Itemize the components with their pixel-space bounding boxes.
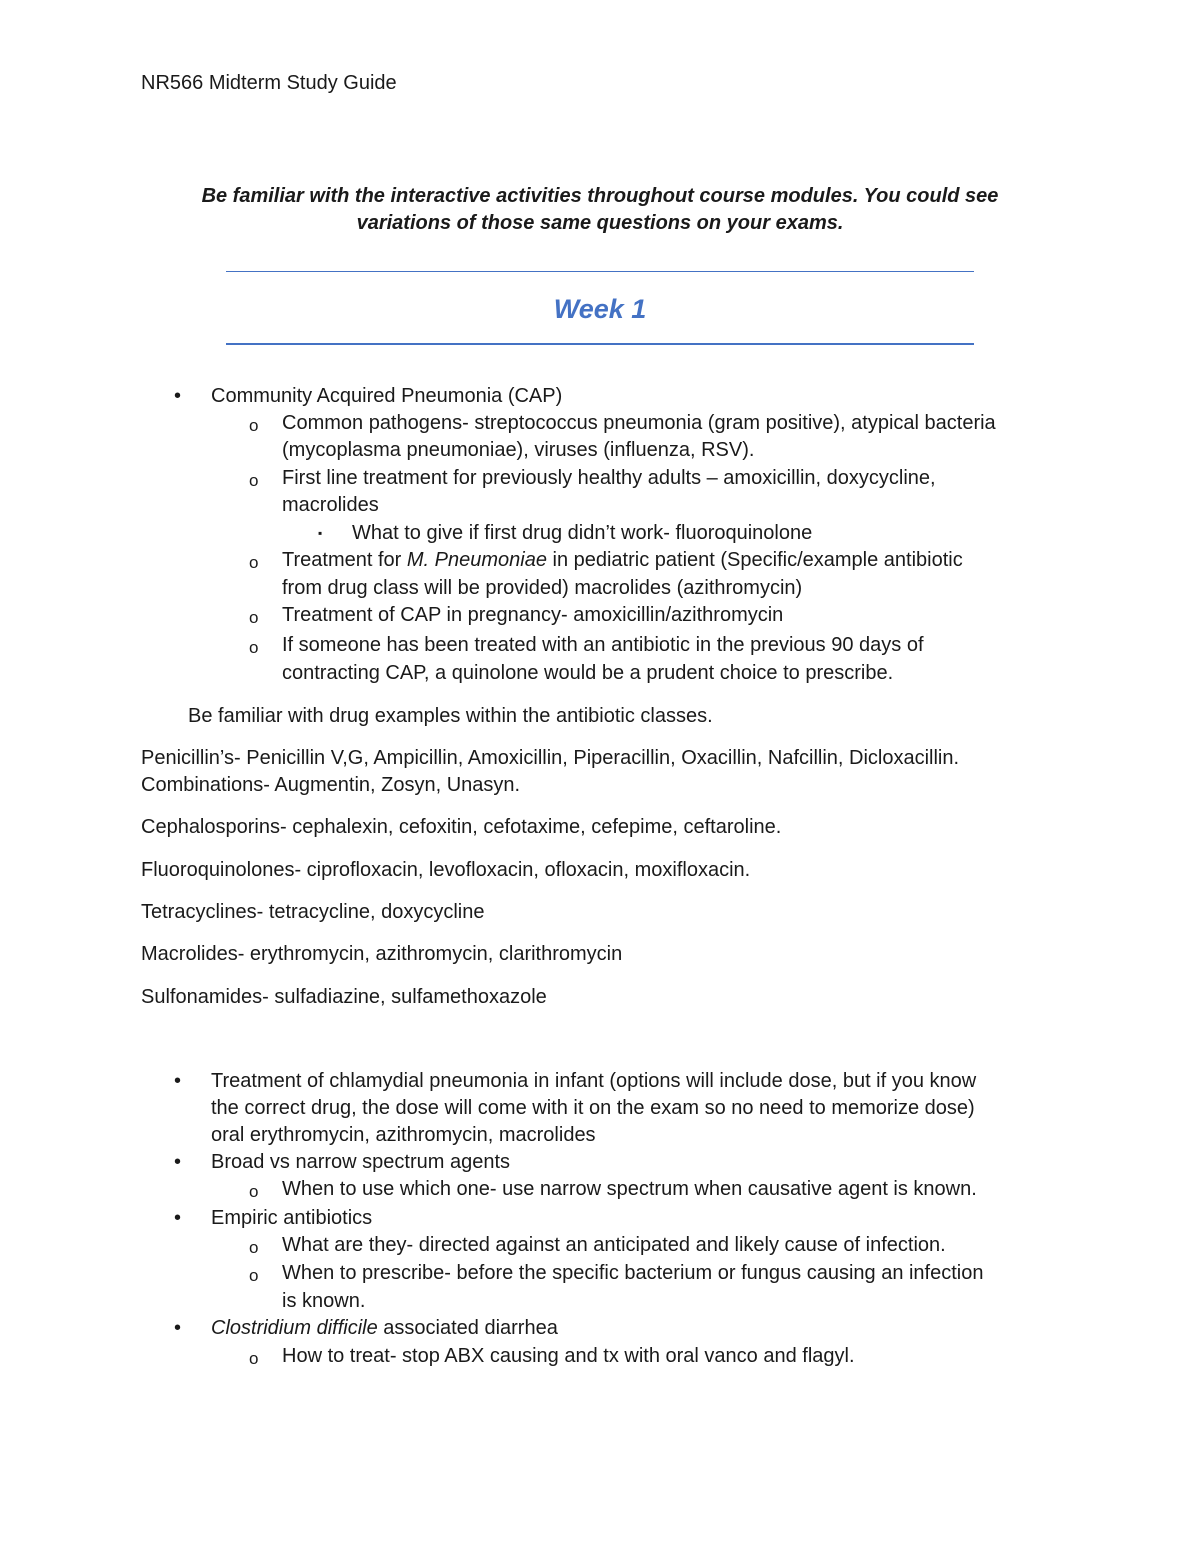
prior-abx-line-2: contracting CAP, a quinolone would be a prudent choice to prescribe. bbox=[282, 662, 894, 684]
bullet-disc-icon: • bbox=[174, 385, 182, 407]
heading-rule-top bbox=[226, 271, 974, 272]
prior-abx-line-1: If someone has been treated with an antibiotic in the previous 90 days of bbox=[282, 634, 924, 656]
cdiff-organism: Clostridium difficile bbox=[211, 1317, 378, 1339]
empiric-item: Empiric antibiotics bbox=[211, 1207, 373, 1229]
first-line-line-1: First line treatment for previously healthy adults – amoxicillin, doxycycline, bbox=[282, 467, 936, 489]
peds-prefix: Treatment for bbox=[282, 549, 407, 571]
chlamydial-line-1: Treatment of chlamydial pneumonia in infant (options will include dose, but if you know bbox=[211, 1070, 977, 1092]
bullet-circle-icon: o bbox=[249, 1349, 259, 1368]
penicillins-line-1: Penicillin’s- Penicillin V,G, Ampicillin, Amoxicillin, Piperacillin, Oxacillin, Nafcillin, Dicloxacillin. bbox=[141, 747, 960, 769]
fluoroquinolones-line: Fluoroquinolones- ciprofloxacin, levofloxacin, ofloxacin, moxifloxacin. bbox=[141, 859, 751, 881]
bullet-circle-icon: o bbox=[249, 638, 259, 657]
bullet-circle-icon: o bbox=[249, 1182, 259, 1201]
bullet-circle-icon: o bbox=[249, 416, 259, 435]
drug-classes-intro: Be familiar with drug examples within the antibiotic classes. bbox=[188, 705, 713, 727]
when-prescribe-line-2: is known. bbox=[282, 1290, 366, 1312]
bullet-disc-icon: • bbox=[174, 1207, 182, 1229]
cap-title: Community Acquired Pneumonia (CAP) bbox=[211, 385, 563, 407]
sulfonamides-line: Sulfonamides- sulfadiazine, sulfamethoxazole bbox=[141, 986, 547, 1008]
familiarity-notice bbox=[141, 183, 1059, 237]
when-prescribe-line-1: When to prescribe- before the specific bacterium or fungus causing an infection bbox=[282, 1262, 984, 1284]
cdiff-suffix: associated diarrhea bbox=[377, 1317, 558, 1339]
bullet-circle-icon: o bbox=[249, 1266, 259, 1285]
header-title: NR566 Midterm Study Guide bbox=[141, 72, 397, 94]
tetracyclines-line: Tetracyclines- tetracycline, doxycycline bbox=[141, 901, 485, 923]
chlamydial-line-2: the correct drug, the dose will come with it on the exam so no need to memorize dose) bbox=[211, 1097, 975, 1119]
penicillins-line-2: Combinations- Augmentin, Zosyn, Unasyn. bbox=[141, 774, 521, 796]
peds-line-2: from drug class will be provided) macrolides (azithromycin) bbox=[282, 577, 803, 599]
notice-line-2: variations of those same questions on your exams. bbox=[356, 212, 844, 234]
pathogens-line-2: (mycoplasma pneumoniae), viruses (influenza, RSV). bbox=[282, 439, 755, 461]
bullet-square-icon: ▪ bbox=[318, 526, 323, 540]
bullet-disc-icon: • bbox=[174, 1070, 182, 1092]
peds-line-1 bbox=[282, 547, 963, 574]
bullet-circle-icon: o bbox=[249, 1238, 259, 1257]
pathogens-line-1: Common pathogens- streptococcus pneumonia (gram positive), atypical bacteria bbox=[282, 412, 996, 434]
heading-rule-bottom bbox=[226, 343, 974, 345]
bullet-disc-icon: • bbox=[174, 1151, 182, 1173]
what-are-they-item: What are they- directed against an anticipated and likely cause of infection. bbox=[282, 1234, 946, 1256]
bullet-circle-icon: o bbox=[249, 553, 259, 572]
when-to-use-item: When to use which one- use narrow spectrum when causative agent is known. bbox=[282, 1178, 977, 1200]
how-to-treat-item: How to treat- stop ABX causing and tx with oral vanco and flagyl. bbox=[282, 1345, 855, 1367]
week-heading: Week 1 bbox=[553, 294, 647, 324]
macrolides-line: Macrolides- erythromycin, azithromycin, clarithromycin bbox=[141, 943, 623, 965]
notice-line-1: Be familiar with the interactive activities throughout course modules. You could see bbox=[201, 185, 999, 207]
chlamydial-line-3: oral erythromycin, azithromycin, macrolides bbox=[211, 1124, 596, 1146]
peds-organism: M. Pneumoniae bbox=[406, 549, 547, 571]
cephalosporins-line: Cephalosporins- cephalexin, cefoxitin, cefotaxime, cefepime, ceftaroline. bbox=[141, 816, 782, 838]
pregnancy-item: Treatment of CAP in pregnancy- amoxicillin/azithromycin bbox=[282, 604, 784, 626]
if-failed-item: What to give if first drug didn’t work- fluoroquinolone bbox=[352, 522, 813, 544]
bullet-disc-icon: • bbox=[174, 1317, 182, 1339]
peds-suffix: in pediatric patient (Specific/example antibiotic bbox=[546, 549, 963, 571]
broad-narrow-item: Broad vs narrow spectrum agents bbox=[211, 1151, 511, 1173]
bullet-circle-icon: o bbox=[249, 471, 259, 490]
cdiff-item bbox=[211, 1315, 558, 1342]
first-line-line-2: macrolides bbox=[282, 494, 379, 516]
bullet-circle-icon: o bbox=[249, 608, 259, 627]
